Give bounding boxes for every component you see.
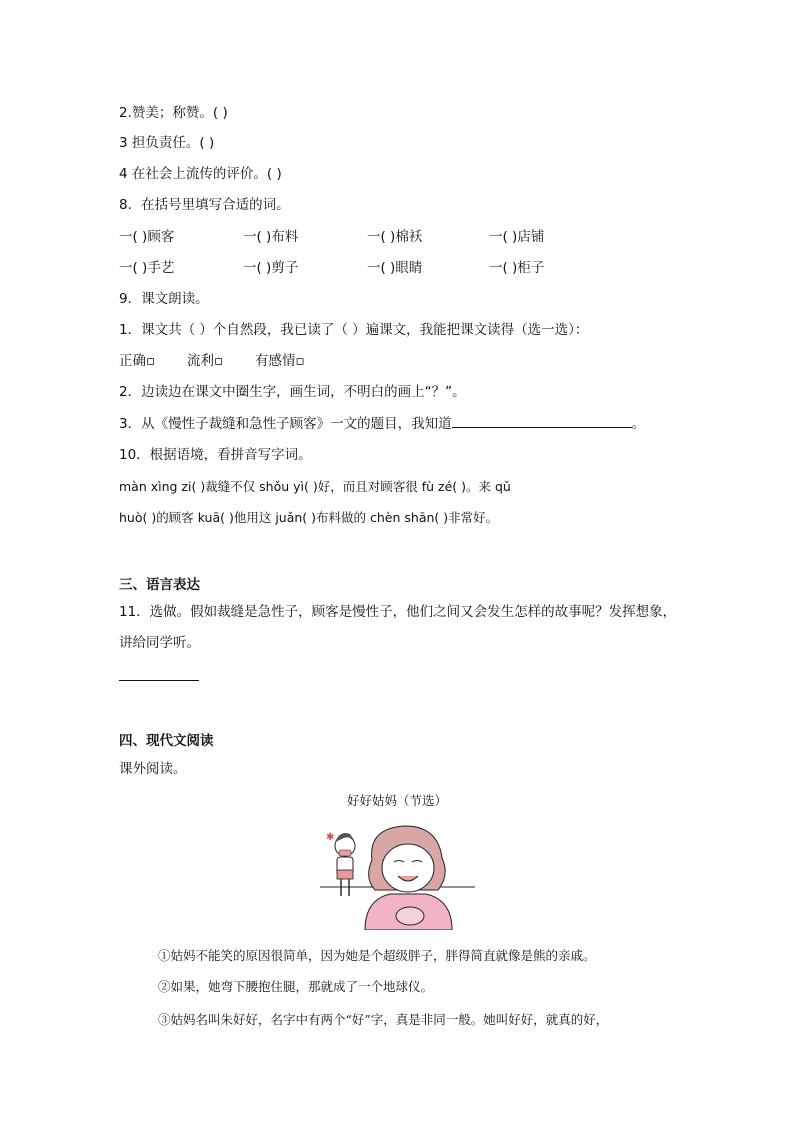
question-11-line-1: 11．选做。假如裁缝是急性子，顾客是慢性子，他们之间又会发生怎样的故事呢？发挥想象， bbox=[119, 604, 677, 620]
question-11-line-2: 讲给同学听。 bbox=[119, 635, 200, 651]
answer-blank bbox=[452, 414, 632, 428]
svg-text:✱: ✱ bbox=[326, 832, 335, 843]
item-2: 2.赞美；称赞。( ) bbox=[119, 105, 228, 121]
sub-3-end: 。 bbox=[631, 416, 646, 432]
option-correct: 正确▫ bbox=[119, 353, 156, 369]
question-9-sub-3 bbox=[119, 414, 645, 433]
sub-3-text: 3．从《慢性子裁缝和急性子顾客》一文的题目，我知道 bbox=[119, 416, 452, 432]
fill-blank: 一( )柜子 bbox=[489, 260, 545, 276]
option-emotion: 有感情▫ bbox=[255, 353, 305, 369]
item-4: 4 在社会上流传的评价。( ) bbox=[119, 166, 282, 182]
reading-intro: 课外阅读。 bbox=[119, 761, 187, 777]
fill-blank: 一( )布料 bbox=[243, 229, 299, 245]
aunt-and-boy-illustration bbox=[320, 820, 475, 930]
item-3: 3 担负责任。( ) bbox=[119, 135, 215, 151]
question-10-title: 10．根据语境，看拼音写字词。 bbox=[119, 447, 312, 463]
question-8-title: 8．在括号里填写合适的词。 bbox=[119, 197, 290, 213]
fill-blank: 一( )手艺 bbox=[119, 260, 175, 276]
section-3-heading: 三、语言表达 bbox=[119, 577, 200, 593]
story-paragraph: ②如果，她弯下腰抱住腿，那就成了一个地球仪。 bbox=[158, 979, 434, 994]
option-fluent: 流利▫ bbox=[187, 353, 224, 369]
fill-blank: 一( )顾客 bbox=[119, 229, 175, 245]
fill-blank: 一( )店铺 bbox=[489, 229, 545, 245]
story-title: 好好姑妈（节选） bbox=[346, 793, 447, 808]
question-9-title: 9．课文朗读。 bbox=[119, 291, 209, 307]
fill-blank: 一( )棉袄 bbox=[367, 229, 423, 245]
question-10-line-1: màn xìng zi( )裁缝不仅 shǒu yì( )好，而且对顾客很 fù zé( )。来 qǔ bbox=[119, 479, 511, 494]
fill-blank: 一( )眼睛 bbox=[367, 260, 423, 276]
story-paragraph: ③姑妈名叫朱好好，名字中有两个“好”字，真是非同一般。她叫好好，就真的好， bbox=[158, 1012, 609, 1027]
answer-line bbox=[119, 680, 199, 681]
section-4-heading: 四、现代文阅读 bbox=[119, 733, 214, 749]
story-paragraph: ①姑妈不能笑的原因很简单，因为她是个超级胖子，胖得简直就像是熊的亲戚。 bbox=[158, 948, 596, 963]
fill-blank: 一( )剪子 bbox=[243, 260, 299, 276]
question-10-line-2: huò( )的顾客 kuā( )他用这 juǎn( )布料做的 chèn shān( )非常好。 bbox=[119, 510, 499, 525]
question-9-sub-2: 2．边读边在课文中圈生字，画生词，不明白的画上“？”。 bbox=[119, 384, 466, 400]
question-9-sub-1: 1．课文共（ ）个自然段，我已读了（ ）遍课文，我能把课文读得（选一选）： bbox=[119, 322, 589, 338]
